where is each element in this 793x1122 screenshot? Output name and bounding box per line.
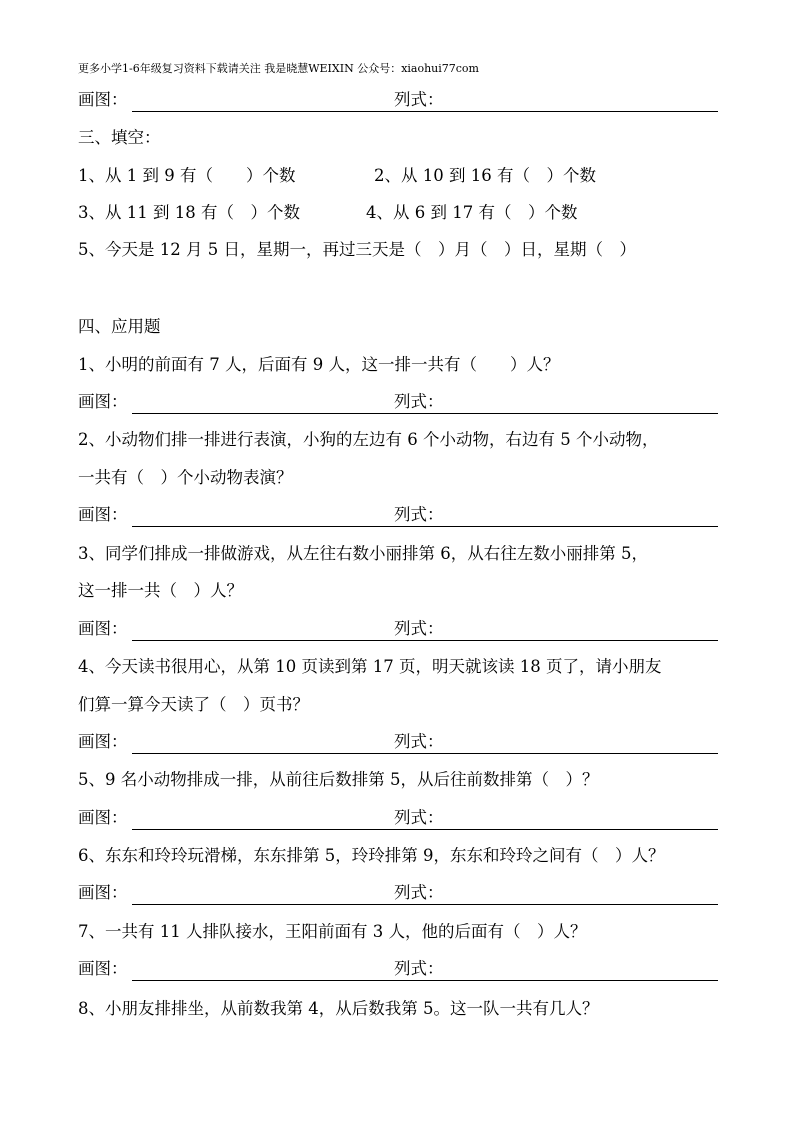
- section4-title: 四、应用题: [78, 317, 161, 336]
- formula-label: 列式：: [394, 505, 444, 524]
- draw-label: 画图：: [78, 392, 128, 411]
- problem-2-line1: 2、小动物们排一排进行表演，小狗的左边有 6 个小动物，右边有 5 个小动物，: [78, 430, 659, 449]
- problem-4-line2: 们算一算今天读了（ ）页书？: [78, 695, 309, 714]
- section3-title: 三、填空：: [78, 128, 161, 147]
- formula-line[interactable]: [450, 639, 718, 641]
- formula-label: 列式：: [394, 619, 444, 638]
- formula-line[interactable]: [450, 979, 718, 981]
- formula-label: 列式：: [394, 883, 444, 902]
- draw-line[interactable]: [132, 412, 470, 414]
- fill-q3: 3、从 11 到 18 有（ ）个数: [78, 203, 300, 222]
- answer-row-5: [78, 806, 718, 830]
- answer-row-4: [78, 730, 718, 754]
- answer-row-3: [78, 617, 718, 641]
- problem-3-line2: 这一排一共（ ）人？: [78, 581, 243, 600]
- draw-line[interactable]: [132, 639, 470, 641]
- draw-label: 画图：: [78, 959, 128, 978]
- formula-line[interactable]: [450, 752, 718, 754]
- formula-label: 列式：: [394, 90, 444, 109]
- problem-5: 5、9 名小动物排成一排，从前往后数排第 5，从后往前数排第（ ）？: [78, 770, 599, 789]
- answer-row-6: [78, 881, 718, 905]
- draw-line[interactable]: [132, 903, 470, 905]
- answer-row-0: [78, 88, 718, 112]
- draw-label: 画图：: [78, 505, 128, 524]
- draw-label: 画图：: [78, 90, 128, 109]
- problem-6: 6、东东和玲玲玩滑梯，东东排第 5，玲玲排第 9，东东和玲玲之间有（ ）人？: [78, 846, 665, 865]
- problem-8: 8、小朋友排排坐，从前数我第 4，从后数我第 5。这一队一共有几人？: [78, 999, 599, 1018]
- draw-line[interactable]: [132, 828, 470, 830]
- draw-line[interactable]: [132, 525, 470, 527]
- formula-line[interactable]: [450, 903, 718, 905]
- answer-row-1: [78, 390, 718, 414]
- formula-line[interactable]: [450, 828, 718, 830]
- draw-line[interactable]: [132, 979, 470, 981]
- answer-row-2: [78, 503, 718, 527]
- draw-label: 画图：: [78, 883, 128, 902]
- formula-label: 列式：: [394, 392, 444, 411]
- formula-line[interactable]: [450, 525, 718, 527]
- problem-1: 1、小明的前面有 7 人，后面有 9 人，这一排一共有（ ）人？: [78, 355, 560, 374]
- draw-line[interactable]: [132, 110, 470, 112]
- draw-label: 画图：: [78, 732, 128, 751]
- formula-label: 列式：: [394, 732, 444, 751]
- formula-label: 列式：: [394, 808, 444, 827]
- draw-line[interactable]: [132, 752, 470, 754]
- fill-q1: 1、从 1 到 9 有（ ）个数: [78, 166, 296, 185]
- problem-2-line2: 一共有（ ）个小动物表演？: [78, 468, 293, 487]
- fill-q4: 4、从 6 到 17 有（ ）个数: [366, 203, 578, 222]
- fill-q2: 2、从 10 到 16 有（ ）个数: [374, 166, 596, 185]
- draw-label: 画图：: [78, 808, 128, 827]
- formula-label: 列式：: [394, 959, 444, 978]
- formula-line[interactable]: [450, 412, 718, 414]
- formula-line[interactable]: [450, 110, 718, 112]
- page-header: 更多小学1-6年级复习资料下载请关注 我是晓慧WEIXIN 公众号：xiaohui77com: [78, 62, 479, 75]
- problem-7: 7、一共有 11 人排队接水，王阳前面有 3 人，他的后面有（ ）人？: [78, 922, 587, 941]
- answer-row-7: [78, 957, 718, 981]
- draw-label: 画图：: [78, 619, 128, 638]
- problem-3-line1: 3、同学们排成一排做游戏，从左往右数小丽排第 6，从右往左数小丽排第 5，: [78, 544, 648, 563]
- problem-4-line1: 4、今天读书很用心，从第 10 页读到第 17 页，明天就该读 18 页了，请小朋友: [78, 657, 662, 676]
- fill-q5: 5、今天是 12 月 5 日，星期一，再过三天是（ ）月（ ）日，星期（ ）: [78, 240, 636, 259]
